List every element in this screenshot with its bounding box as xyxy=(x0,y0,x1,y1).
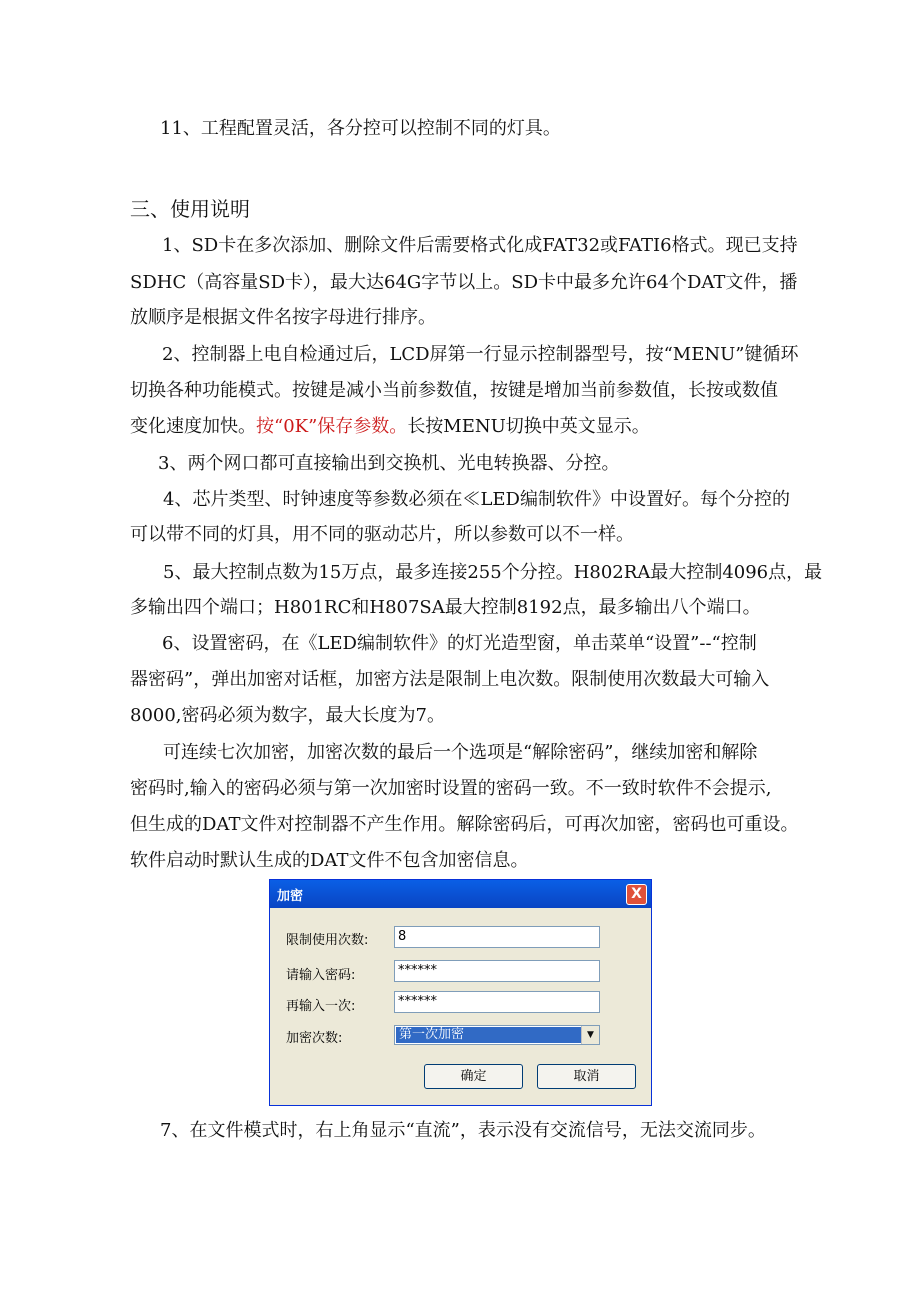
paragraph-line: 器密码”，弹出加密对话框，加密方法是限制上电次数。限制使用次数最大可输入 xyxy=(130,669,770,690)
password-label: 请输入密码: xyxy=(286,968,356,983)
paragraph-text: 长按MENU切换中英文显示。 xyxy=(407,416,650,437)
paragraph-line: 可以带不同的灯具，用不同的驱动芯片，所以参数可以不一样。 xyxy=(130,524,634,545)
paragraph-line: 密码时,输入的密码必须与第一次加密时设置的密码一致。不一致时软件不会提示, xyxy=(130,778,772,799)
paragraph-line: 8000,密码必须为数字，最大长度为7。 xyxy=(130,705,445,726)
chevron-down-icon[interactable]: ▼ xyxy=(581,1026,599,1044)
paragraph-line: 1、SD卡在多次添加、删除文件后需要格式化成FAT32或FATI6格式。现已支持 xyxy=(162,235,798,256)
paragraph-line: 多输出四个端口；H801RC和H807SA最大控制8192点，最多输出八个端口。 xyxy=(130,597,761,618)
paragraph-line: 但生成的DAT文件对控制器不产生作用。解除密码后，可再次加密，密码也可重设。 xyxy=(130,814,799,835)
paragraph-line: 软件启动时默认生成的DAT文件不包含加密信息。 xyxy=(130,850,529,871)
close-button[interactable] xyxy=(626,884,647,905)
encrypt-count-select[interactable] xyxy=(394,1025,600,1045)
paragraph-line: 3、两个网口都可直接输出到交换机、光电转换器、分控。 xyxy=(158,453,620,474)
password-input[interactable]: ****** xyxy=(394,960,600,982)
paragraph-line: SDHC（高容量SD卡），最大达64G字节以上。SD卡中最多允许64个DAT文件，播 xyxy=(130,272,798,293)
paragraph-line: 4、芯片类型、时钟速度等参数必须在≪LED编制软件》中设置好。每个分控的 xyxy=(163,489,790,510)
paragraph-line: 可连续七次加密，加密次数的最后一个选项是“解除密码”，继续加密和解除 xyxy=(163,742,758,763)
ok-button[interactable]: 确定 xyxy=(424,1064,523,1089)
paragraph-text: 变化速度加快。 xyxy=(130,416,256,437)
paragraph-line: 放顺序是根据文件名按字母进行排序。 xyxy=(130,307,436,328)
paragraph-line: 6、设置密码，在《LED编制软件》的灯光造型窗，单击菜单“设置”--“控制 xyxy=(162,633,757,654)
encrypt-dialog xyxy=(269,879,652,1106)
paragraph-line: 7、在文件模式时，右上角显示“直流”，表示没有交流信号，无法交流同步。 xyxy=(160,1120,766,1141)
cancel-button[interactable]: 取消 xyxy=(537,1064,636,1089)
dialog-titlebar[interactable] xyxy=(270,880,651,908)
confirm-password-label: 再输入一次: xyxy=(286,999,356,1014)
paragraph-line: 切换各种功能模式。按键是减小当前参数值，按键是增加当前参数值，长按或数值 xyxy=(130,380,778,401)
highlight-text: 按“0K”保存参数。 xyxy=(256,416,408,437)
limit-count-label: 限制使用次数: xyxy=(286,933,369,948)
paragraph-line: 5、最大控制点数为15万点，最多连接255个分控。H802RA最大控制4096点，最 xyxy=(163,562,823,583)
section-title: 三、使用说明 xyxy=(130,197,250,221)
dialog-title: 加密 xyxy=(277,889,304,904)
paragraph-line: 2、控制器上电自检通过后，LCD屏第一行显示控制器型号，按“MENU”键循环 xyxy=(162,344,799,365)
close-icon: X xyxy=(631,886,642,902)
limit-count-input[interactable]: 8 xyxy=(394,926,600,948)
confirm-password-input[interactable]: ****** xyxy=(394,991,600,1013)
paragraph-line xyxy=(130,415,650,439)
encrypt-count-label: 加密次数: xyxy=(286,1031,343,1046)
item-11: 11、工程配置灵活，各分控可以控制不同的灯具。 xyxy=(160,118,561,139)
encrypt-count-value: 第一次加密 xyxy=(396,1027,582,1043)
